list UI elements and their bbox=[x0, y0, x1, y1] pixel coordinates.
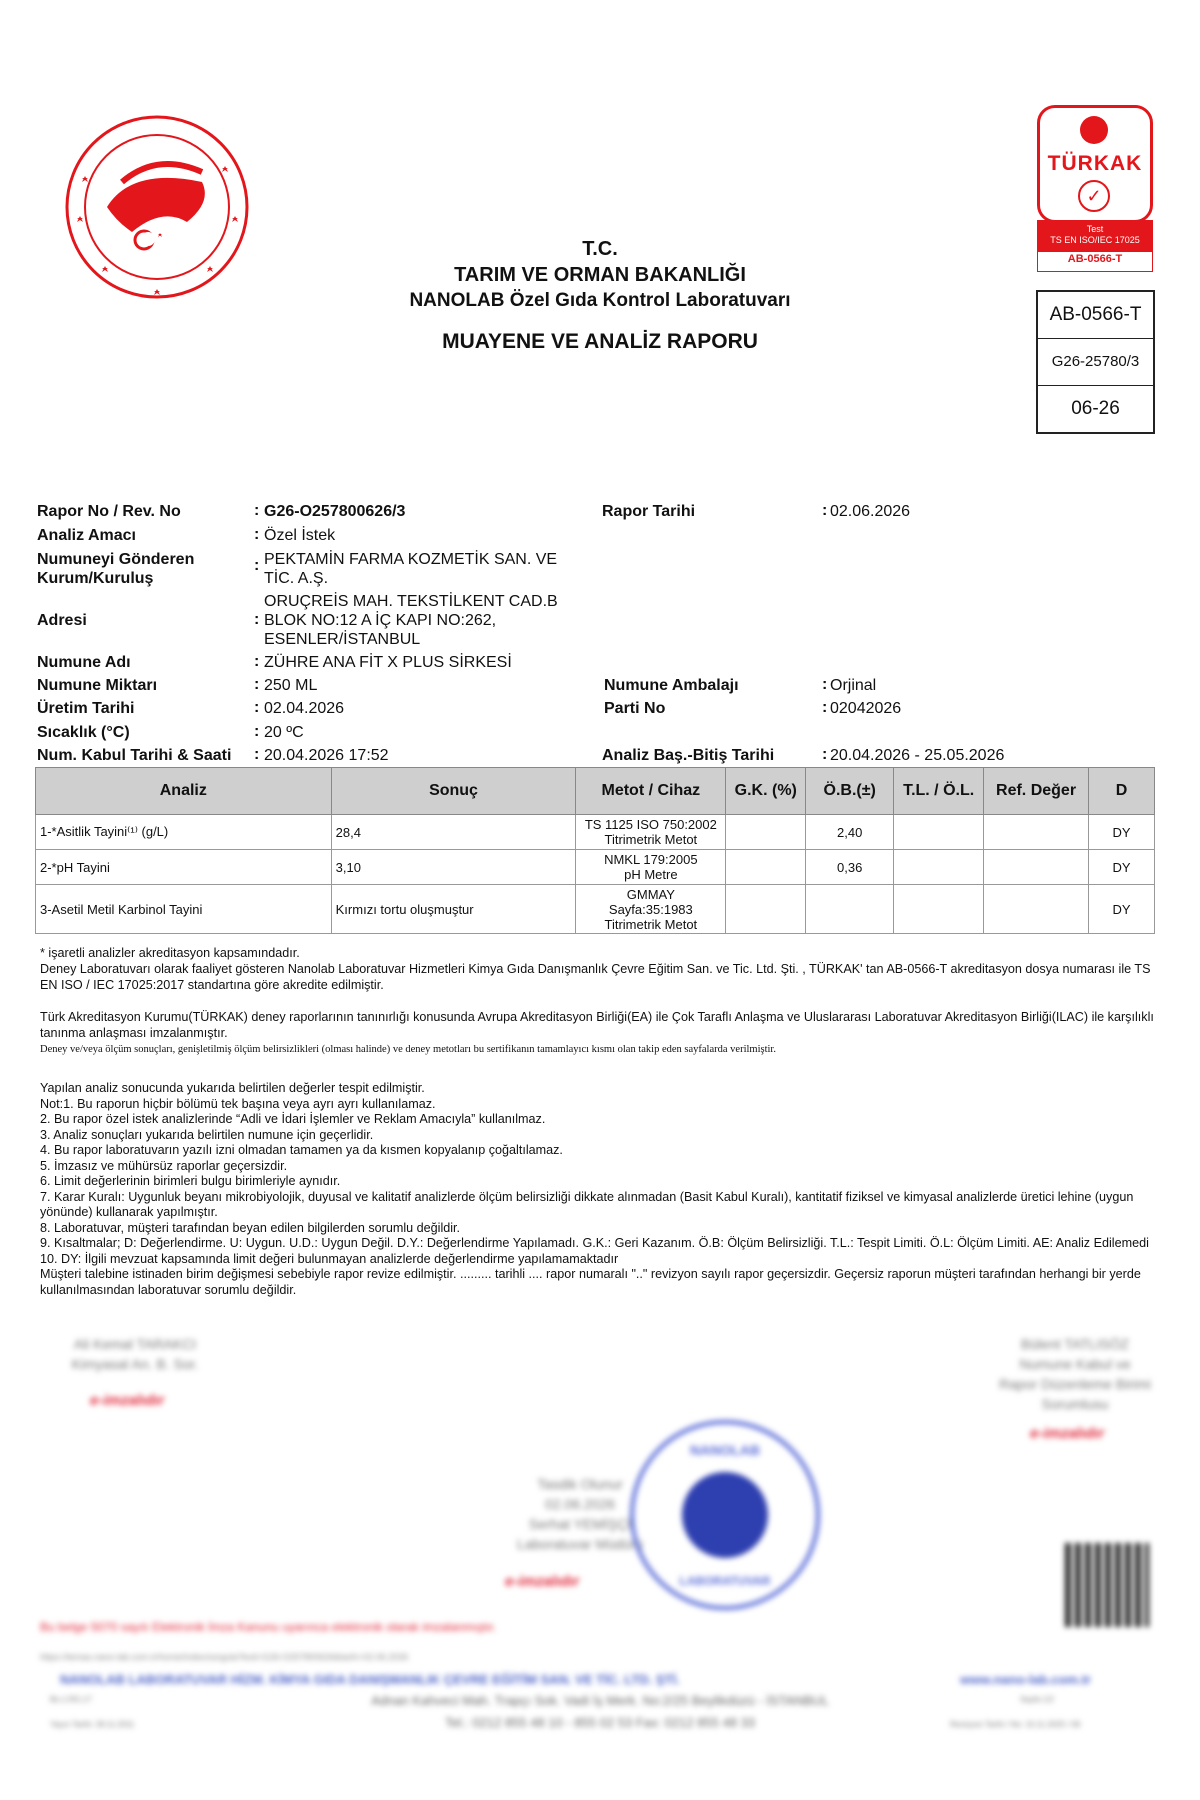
col-header-tl: T.L. / Ö.L. bbox=[894, 768, 984, 815]
report-title: MUAYENE VE ANALİZ RAPORU bbox=[442, 330, 758, 353]
company-address: Adnan Kahveci Mah. Trapçı Sok. Vadi İş Merk. No:2/25 Beylikdüzü - İSTANBUL bbox=[371, 1693, 829, 1708]
list-item: 2. Bu rapor özel istek analizlerinde “Adli ve İdari İşlemler ve Reklam Amacıyla” kullanılmaz. bbox=[40, 1112, 546, 1126]
e-signature-middle: e-imzalıdır bbox=[505, 1573, 580, 1590]
table-row bbox=[36, 815, 1155, 850]
cell-ob: 2,40 bbox=[806, 815, 894, 850]
production-value: 02.04.2026 bbox=[264, 700, 345, 717]
cell-d: DY bbox=[1089, 850, 1155, 885]
cell-metot bbox=[576, 815, 726, 850]
table-row bbox=[36, 850, 1155, 885]
notes-list bbox=[40, 1081, 1160, 1298]
cell-gk bbox=[726, 850, 806, 885]
list-item: 5. İmzasız ve mühürsüz raporlar geçersizdir. bbox=[40, 1158, 288, 1173]
cell-ref bbox=[984, 815, 1089, 850]
turkak-accreditation-box bbox=[1037, 220, 1153, 272]
method-line: Titrimetrik Metot bbox=[604, 916, 698, 932]
company-name: NANOLAB LABORATUVAR HİZM. KİMYA GIDA DANIŞMANLIK ÇEVRE EĞİTİM SAN. VE TİC. LTD. ŞTİ. bbox=[60, 1672, 680, 1687]
purpose-label: Analiz Amacı bbox=[37, 527, 136, 544]
signer-left-name: Ali Kemal TARAKCI bbox=[73, 1336, 197, 1352]
accept-value: 20.04.2026 17:52 bbox=[264, 747, 389, 764]
cell-d: DY bbox=[1089, 815, 1155, 850]
qr-code-icon bbox=[1065, 1543, 1149, 1627]
table-header-row bbox=[36, 768, 1155, 815]
lab-accreditation-text: Deney Laboratuvarı olarak faaliyet gösteren Nanolab Laboratuvar Hizmetleri Kimya Gıda Danışmanlık Çevre Eğitim San. ve Tic. Ltd. Şti. , TÜRKAK' tan AB-0566-T akreditasyon dosya numarası ile TS EN ISO / IEC 17025:2017 standartına göre akredite edilmiştir. bbox=[40, 962, 1151, 992]
cell-analiz: 1-*Asitlik Tayini⁽¹⁾ (g/L) bbox=[36, 815, 332, 850]
cell-tl bbox=[894, 885, 984, 934]
sample-name-label: Numune Adı bbox=[37, 654, 131, 671]
check-icon: ✓ bbox=[1078, 180, 1110, 212]
list-item: 7. Karar Kuralı: Uygunluk beyanı mikrobiyolojik, duyusal ve kalitatif analizlerde ölçüm belirsizliği dikkate alınmadan (Basit Kabul Kuralı), kantitatif fiziksel ve kimyasal analizlerde üretici lehine (uygun yönünde) kullanarak yapılmıştır. bbox=[40, 1189, 1134, 1219]
turkak-logo bbox=[1037, 105, 1153, 223]
stamp-logo-icon bbox=[682, 1472, 768, 1558]
cell-ref bbox=[984, 885, 1089, 934]
uncertainty-note: Deney ve/veya ölçüm sonuçları, genişletilmiş ölçüm belirsizlikleri (olması halinde) ve deney metotları bu sertifikanın tamamlayıcı kısmı olan takip eden sayfalarda verilmiştir. bbox=[40, 1044, 776, 1055]
cell-metot bbox=[576, 850, 726, 885]
lot-label: Parti No bbox=[604, 700, 666, 717]
approver-name: Serhat YEMİŞÇİ bbox=[528, 1516, 632, 1532]
approver-title: Laboratuvar Müdürü bbox=[516, 1536, 644, 1552]
turkak-recognition-text: Türk Akreditasyon Kurumu(TÜRKAK) deney raporlarının tanınırlığı konusunda Avrupa Akreditasyon Birliği(EA) ile Çok Taraflı Anlaşma ve Uluslararası Laboratuvar Akreditasyon Birliği(ILAC) ile karşılıklı tanınma anlaşması imzalanmıştır. bbox=[40, 1010, 1154, 1040]
cell-analiz: 3-Asetil Metil Karbinol Tayini bbox=[36, 885, 332, 934]
turkak-flag-icon bbox=[1080, 116, 1108, 144]
method-line: GMMAY bbox=[626, 886, 675, 902]
range-value: 20.04.2026 - 25.05.2026 bbox=[830, 747, 1005, 764]
list-item: 9. Kısaltmalar; D: Değerlendirme. U: Uygun. U.D.: Uygun Değil. D.Y.: Değerlendirme Yapılamadı. G.K.: Geri Kazanım. Ö.B: Ölçüm Belirsizliği. T.L.: Tespit Limiti. Ö.L: Ölçüm Limiti. AE: Analiz Edilemedi bbox=[40, 1236, 1149, 1250]
list-item: 6. Limit değerlerinin birimleri bulgu birimleriyle aynıdır. bbox=[40, 1174, 341, 1188]
temp-label: Sıcaklık (°C) bbox=[37, 724, 130, 741]
table-row bbox=[36, 885, 1155, 934]
sample-name-value: ZÜHRE ANA FİT X PLUS SİRKESİ bbox=[264, 654, 512, 671]
method-line: pH Metre bbox=[624, 867, 678, 882]
package-label: Numune Ambalajı bbox=[604, 677, 739, 694]
package-value: Orjinal bbox=[830, 677, 877, 694]
turkak-logo-word: TÜRKAK bbox=[1047, 152, 1143, 175]
signer-right-name: Bülent TATLISÖZ bbox=[1020, 1336, 1130, 1352]
stamp-bottom-text: LABORATUVAR bbox=[679, 1574, 771, 1588]
sender-value-1: PEKTAMİN FARMA KOZMETİK SAN. VE bbox=[264, 551, 558, 568]
header-tc: T.C. bbox=[582, 238, 618, 260]
header-lab: NANOLAB Özel Gıda Kontrol Laboratuvarı bbox=[409, 290, 791, 311]
amount-value: 250 ML bbox=[264, 677, 318, 694]
col-header-ref: Ref. Değer bbox=[984, 768, 1089, 815]
publish-date: Yayın Tarihi: 28.11.2011 bbox=[50, 1720, 135, 1729]
report-period: 06-26 bbox=[1071, 398, 1120, 419]
col-header-metot: Metot / Cihaz bbox=[576, 768, 726, 815]
method-line: TS 1125 ISO 750:2002 bbox=[584, 817, 717, 832]
report-no-value: G26-O257800626/3 bbox=[264, 503, 406, 520]
results-table bbox=[35, 767, 1155, 934]
turkak-code: AB-0566-T bbox=[1038, 251, 1152, 266]
document-number: Bo.1.RG.17 bbox=[50, 1695, 92, 1704]
col-header-gk: G.K. (%) bbox=[726, 768, 806, 815]
header-ministry: TARIM VE ORMAN BAKANLIĞI bbox=[454, 264, 746, 286]
col-header-analiz: Analiz bbox=[36, 768, 332, 815]
sender-label-1: Numuneyi Gönderen bbox=[37, 551, 195, 568]
cell-analiz: 2-*pH Tayini bbox=[36, 850, 332, 885]
cell-sonuc: 3,10 bbox=[331, 850, 576, 885]
address-label: Adresi bbox=[37, 612, 87, 629]
purpose-value: Özel İstek bbox=[264, 527, 336, 544]
amount-label: Numune Miktarı bbox=[37, 677, 158, 694]
company-website: www.nano-lab.com.tr bbox=[960, 1672, 1091, 1687]
list-item: Müşteri talebine istinaden birim değişmesi sebebiyle rapor revize edilmiştir. ......... tarihli .... rapor numaralı ".." revizyon sayılı rapor geçersizdir. Geçersiz raporun müşteri tarafından herhangi bir yerde kullanılmasından laboratuvar sorumlu değildir. bbox=[40, 1267, 1141, 1297]
stamp-text: NANOLAB bbox=[690, 1442, 760, 1458]
e-signature-left: e-imzalıdır bbox=[90, 1392, 165, 1409]
address-value-2: BLOK NO:12 A İÇ KAPI NO:262, bbox=[264, 612, 497, 629]
col-header-d: D bbox=[1089, 768, 1155, 815]
cell-gk bbox=[726, 815, 806, 850]
cell-metot bbox=[576, 885, 726, 934]
list-item: 8. Laboratuvar, müşteri tarafından beyan edilen bilgilerden sorumlu değildir. bbox=[40, 1220, 461, 1235]
approval-date: 02.06.2026 bbox=[544, 1496, 616, 1512]
cell-ref bbox=[984, 850, 1089, 885]
turkak-standard: TS EN ISO/IEC 17025 bbox=[1050, 235, 1140, 245]
e-signature-right: e-imzalıdır bbox=[1030, 1425, 1105, 1442]
method-line: Sayfa:35:1983 bbox=[608, 901, 693, 917]
cell-d: DY bbox=[1089, 885, 1155, 934]
report-code: G26-25780/3 bbox=[1038, 339, 1153, 386]
page-number: Sayfa 1/2 bbox=[1020, 1695, 1054, 1704]
signer-right-title-1: Numune Kabul ve bbox=[1019, 1356, 1131, 1372]
method-line: Titrimetrik Metot bbox=[604, 832, 698, 847]
list-item: 3. Analiz sonuçları yukarıda belirtilen numune için geçerlidir. bbox=[40, 1127, 374, 1142]
sender-value-2: TİC. A.Ş. bbox=[264, 570, 329, 587]
report-date-value: 02.06.2026 bbox=[830, 503, 911, 520]
report-no-label: Rapor No / Rev. No bbox=[37, 503, 181, 520]
cell-tl bbox=[894, 815, 984, 850]
sender-label-2: Kurum/Kuruluş bbox=[37, 570, 154, 587]
verification-url: https://temas.nano-lab.com.tr/home/index/sorgula?kod=G26-O257800626&tarih=02.06.2026 bbox=[40, 1652, 409, 1662]
cell-gk bbox=[726, 885, 806, 934]
cell-sonuc: Kırmızı tortu oluşmuştur bbox=[331, 885, 576, 934]
turkak-test: Test bbox=[1086, 224, 1104, 234]
accept-label: Num. Kabul Tarihi & Saati bbox=[37, 747, 232, 764]
ministry-seal bbox=[62, 112, 252, 302]
cell-ob: 0,36 bbox=[806, 850, 894, 885]
legal-notice: Bu belge 5070 sayılı Elektronik İmza Kanunu uyarınca elektronik olarak imzalanmıştır. bbox=[40, 1620, 497, 1634]
address-value-1: ORUÇREİS MAH. TEKSTİLKENT CAD.B bbox=[264, 593, 558, 610]
signer-left-title: Kimyasal An. B. Sor. bbox=[71, 1356, 199, 1372]
signer-right-title-3: Sorumlusu bbox=[1041, 1396, 1109, 1412]
report-code-box bbox=[1036, 290, 1155, 434]
approval-label: Tasdik Olunur bbox=[537, 1476, 623, 1492]
signer-right-title-2: Rapor Düzenleme Birimi bbox=[999, 1376, 1151, 1392]
list-item: 4. Bu rapor laboratuvarın yazılı izni olmadan tamamen ya da kısmen kopyalanıp çoğaltılamaz. bbox=[40, 1143, 563, 1157]
list-item: 10. DY: İlgili mevzuat kapsamında limit değeri bulunmayan analizlerde değerlendirme yapılamamaktadır bbox=[40, 1251, 619, 1266]
range-label: Analiz Baş.-Bitiş Tarihi bbox=[602, 747, 775, 764]
temp-value: 20 ºC bbox=[264, 724, 304, 741]
report-date-label: Rapor Tarihi bbox=[602, 503, 696, 520]
list-item: Not:1. Bu raporun hiçbir bölümü tek başına veya ayrı ayrı kullanılamaz. bbox=[40, 1096, 436, 1111]
lab-stamp bbox=[630, 1420, 820, 1610]
col-header-sonuc: Sonuç bbox=[331, 768, 576, 815]
accreditation-code: AB-0566-T bbox=[1038, 292, 1153, 339]
accreditation-note: * işaretli analizler akreditasyon kapsamındadır. bbox=[40, 946, 300, 960]
method-line: NMKL 179:2005 bbox=[604, 852, 698, 867]
revision-info: Revizyon Tarihi / No: 10.11.2025 / 06 bbox=[950, 1720, 1081, 1729]
cell-ob bbox=[806, 885, 894, 934]
col-header-ob: Ö.B.(±) bbox=[806, 768, 894, 815]
company-phone: Tel.: 0212 855 48 10 - 855 02 53 Fax: 0212 855 48 33 bbox=[444, 1715, 756, 1730]
cell-sonuc: 28,4 bbox=[331, 815, 576, 850]
lot-value: 02042026 bbox=[830, 700, 902, 717]
cell-tl bbox=[894, 850, 984, 885]
production-label: Üretim Tarihi bbox=[37, 700, 135, 717]
list-item: Yapılan analiz sonucunda yukarıda belirtilen değerler tespit edilmiştir. bbox=[40, 1081, 425, 1095]
address-value-3: ESENLER/İSTANBUL bbox=[264, 631, 421, 648]
